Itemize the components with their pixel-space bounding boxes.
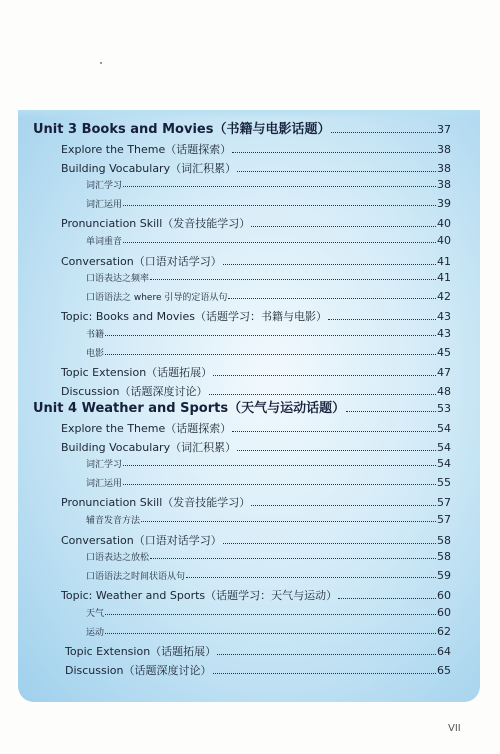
toc-section-entry[interactable]	[61, 215, 451, 231]
toc-page-number: 38	[437, 161, 451, 175]
toc-subentry[interactable]	[86, 550, 451, 563]
toc-subentry[interactable]	[86, 606, 451, 619]
toc-entry-title: 词汇学习	[86, 181, 123, 192]
toc-page-number: 60	[437, 606, 451, 619]
toc-entry-title: Conversation（口语对话学习）	[61, 254, 222, 268]
dot-leader	[105, 633, 436, 634]
dot-leader	[346, 411, 436, 412]
toc-page-number: 57	[437, 496, 451, 510]
toc-entry-title: 辅音发音方法	[86, 516, 141, 526]
toc-subentry[interactable]	[86, 271, 451, 284]
toc-entry-title: 口语语法之时间状语从句	[86, 571, 186, 582]
toc-entry-title: Conversation（口语对话学习）	[61, 533, 222, 547]
toc-page-number: 58	[437, 533, 451, 547]
dot-leader	[150, 279, 436, 280]
toc-entry-title: 词汇学习	[86, 460, 123, 471]
toc-subentry[interactable]	[86, 234, 451, 247]
toc-subentry[interactable]	[86, 346, 451, 359]
toc-subentry[interactable]	[86, 290, 451, 303]
toc-entry-title: Unit 4 Weather and Sports（天气与运动话题）	[33, 401, 346, 416]
toc-entry-title: 词汇运用	[86, 478, 123, 489]
toc-entry-title: 天气	[86, 609, 105, 619]
toc-entry-title: Building Vocabulary（词汇积累）	[61, 161, 237, 175]
speck-mark	[100, 62, 102, 64]
toc-entry-title: 书籍	[86, 330, 105, 340]
toc-subentry[interactable]	[86, 625, 451, 638]
toc-page-number: 58	[437, 550, 451, 564]
dot-leader	[186, 577, 436, 578]
toc-entry-title: Pronunciation Skill（发音技能学习）	[61, 217, 251, 231]
dot-leader	[150, 558, 436, 559]
dot-leader	[223, 264, 436, 265]
toc-page-number: 65	[437, 663, 451, 677]
toc-entry-title: 词汇运用	[86, 199, 123, 210]
toc-page-number: 38	[437, 178, 451, 192]
toc-page-number: 59	[437, 568, 451, 582]
toc-section-entry[interactable]	[61, 253, 451, 269]
dot-leader	[123, 205, 436, 206]
dot-leader	[123, 242, 436, 243]
toc-section-entry[interactable]	[61, 308, 451, 324]
toc-section-entry[interactable]	[61, 494, 451, 510]
toc-section-entry[interactable]	[61, 364, 451, 380]
dot-leader	[105, 335, 436, 336]
dot-leader	[232, 152, 436, 153]
toc-entry-title: Topic: Weather and Sports（话题学习：天气与运动）	[61, 589, 338, 603]
toc-section-entry[interactable]	[61, 420, 451, 436]
toc-subentry[interactable]	[86, 476, 451, 489]
dot-leader	[123, 465, 436, 466]
toc-page-number: 47	[437, 366, 451, 380]
toc-page-number: 54	[437, 457, 451, 471]
toc-section-entry[interactable]	[61, 439, 451, 455]
toc-page-number: 43	[437, 310, 451, 324]
toc-subentry[interactable]	[86, 197, 451, 210]
toc-page-number: 62	[437, 624, 451, 638]
toc-page-number: 40	[437, 217, 451, 231]
dot-leader	[237, 450, 436, 451]
dot-leader	[338, 598, 436, 599]
dot-leader	[223, 543, 436, 544]
toc-entry-title: Unit 3 Books and Movies（书籍与电影话题）	[33, 122, 331, 137]
unit-heading[interactable]	[33, 118, 451, 137]
dot-leader	[237, 171, 436, 172]
toc-page-number: 37	[437, 123, 451, 136]
toc-entry-title: Topic Extension（话题拓展）	[65, 645, 217, 659]
toc-entry-title: Topic Extension（话题拓展）	[61, 366, 213, 380]
toc-subentry[interactable]	[86, 569, 451, 582]
toc-page-number: 60	[437, 589, 451, 603]
toc-page-number: 55	[437, 475, 451, 489]
dot-leader	[251, 505, 436, 506]
toc-page-number: 57	[437, 513, 451, 526]
page-number: VII	[448, 723, 461, 734]
toc-page-number: 45	[437, 345, 451, 359]
toc-entry-title: 运动	[86, 627, 105, 638]
toc-section-entry[interactable]	[65, 643, 451, 659]
dot-leader	[123, 186, 436, 187]
dot-leader	[209, 394, 437, 395]
toc-entry-title: 单词重音	[86, 237, 123, 247]
toc-page-number: 41	[437, 254, 451, 268]
toc-page-number: 43	[437, 327, 451, 340]
toc-entry-title: Topic: Books and Movies（话题学习：书籍与电影）	[61, 310, 327, 324]
dot-leader	[228, 298, 436, 299]
dot-leader	[213, 375, 436, 376]
toc-entry-title: Explore the Theme（话题探索）	[61, 143, 232, 156]
toc-page-number: 54	[437, 422, 451, 435]
toc-subentry[interactable]	[86, 178, 451, 191]
dot-leader	[105, 354, 436, 355]
toc-entry-title: Explore the Theme（话题探索）	[61, 422, 232, 435]
toc-entry-title: Pronunciation Skill（发音技能学习）	[61, 496, 251, 510]
dot-leader	[251, 226, 436, 227]
toc-section-entry[interactable]	[61, 532, 451, 548]
dot-leader	[328, 319, 436, 320]
toc-page-number: 42	[437, 289, 451, 303]
toc-page-number: 39	[437, 196, 451, 210]
toc-entry-title: 口语语法之 where 引导的定语从句	[86, 292, 228, 303]
toc-section-entry[interactable]	[61, 587, 451, 603]
toc-page-number: 40	[437, 234, 451, 247]
toc-subentry[interactable]	[86, 327, 451, 340]
toc-subentry[interactable]	[86, 513, 451, 526]
toc-entry-title: Building Vocabulary（词汇积累）	[61, 440, 237, 454]
toc-entry-title: 口语表达之放松	[86, 553, 150, 564]
dot-leader	[141, 521, 436, 522]
toc-subentry[interactable]	[86, 457, 451, 470]
toc-page-number: 38	[437, 143, 451, 156]
unit-heading[interactable]	[33, 397, 451, 416]
dot-leader	[105, 614, 436, 615]
toc-entry-title: 口语表达之频率	[86, 274, 150, 285]
toc-section-entry[interactable]	[61, 160, 451, 176]
toc-page-number: 48	[437, 384, 451, 398]
toc-page-number: 54	[437, 440, 451, 454]
dot-leader	[123, 484, 436, 485]
toc-page-number: 53	[437, 402, 451, 415]
toc-section-entry[interactable]	[61, 141, 451, 157]
dot-leader	[331, 132, 436, 133]
toc-section-entry[interactable]	[65, 662, 451, 678]
toc-entry-title: Discussion（话题深度讨论）	[61, 384, 208, 398]
dot-leader	[232, 431, 436, 432]
toc-page-number: 41	[437, 271, 451, 285]
dot-leader	[217, 654, 436, 655]
toc-entry-title: 电影	[86, 348, 105, 359]
toc-entry-title: Discussion（话题深度讨论）	[65, 663, 212, 677]
dot-leader	[213, 673, 437, 674]
toc-page-number: 64	[437, 645, 451, 659]
